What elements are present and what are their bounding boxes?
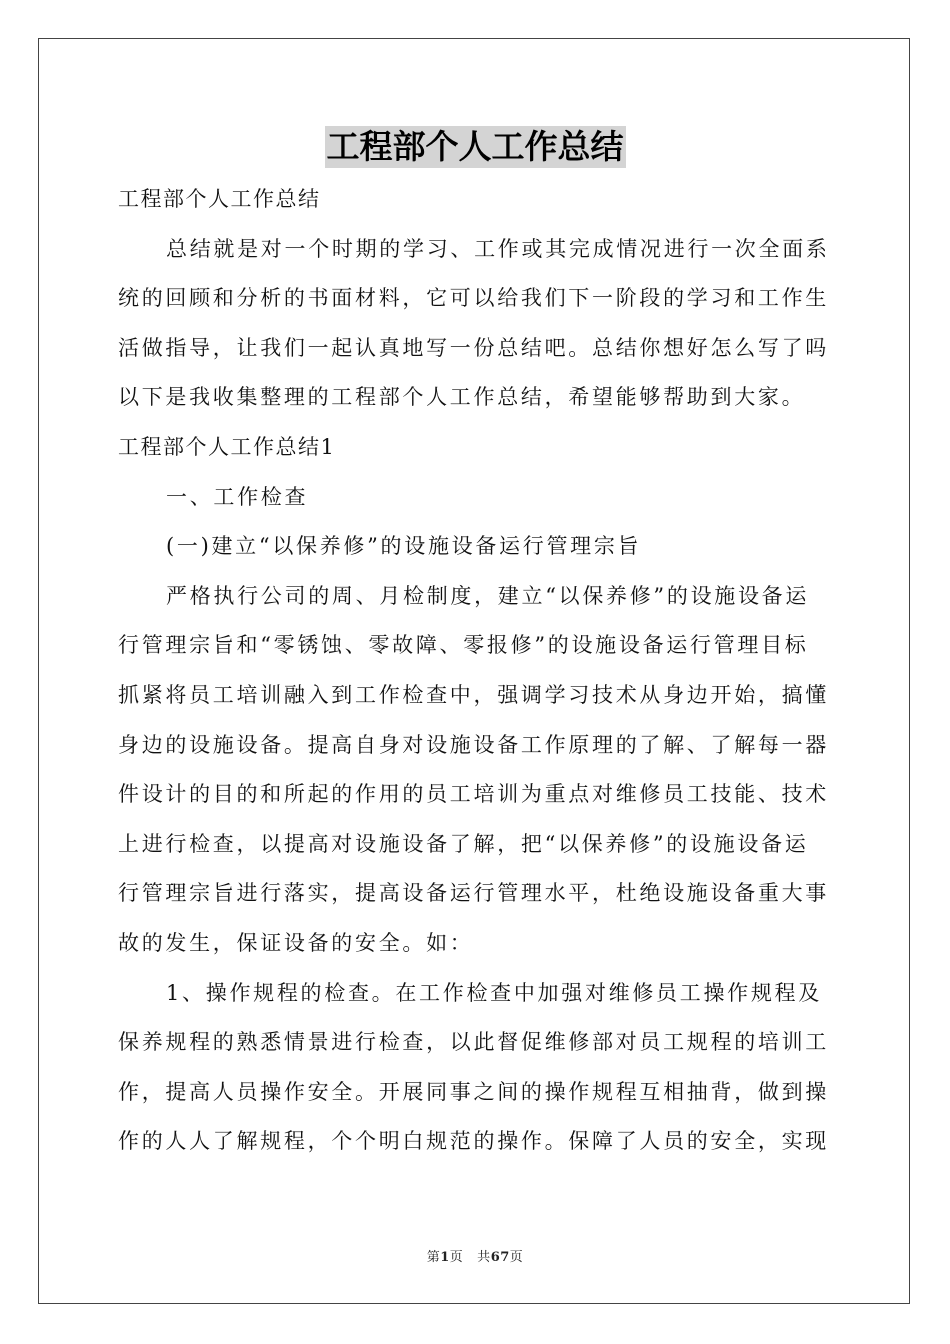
text-line: 工程部个人工作总结1 xyxy=(118,434,336,459)
text-line: 保养规程的熟悉情景进行检查，以此督促维修部对员工规程的培训工 xyxy=(118,1030,829,1055)
page-suffix: 页 xyxy=(449,1250,464,1265)
text-line: 统的回顾和分析的书面材料，它可以给我们下一阶段的学习和工作生 xyxy=(118,286,829,311)
text-line: 作的人人了解规程，个个明白规范的操作。保障了人员的安全，实现 xyxy=(118,1129,829,1154)
document-title: 工程部个人工作总结 xyxy=(326,127,624,166)
title-wrap xyxy=(0,126,950,168)
text-line: 活做指导，让我们一起认真地写一份总结吧。总结你想好怎么写了吗 xyxy=(118,335,829,360)
text-line: 件设计的目的和所起的作用的员工培训为重点对维修员工技能、技术 xyxy=(118,782,829,807)
total-prefix: 共 xyxy=(477,1250,491,1265)
page-prefix: 第 xyxy=(426,1250,441,1265)
text-line: 作，提高人员操作安全。开展同事之间的操作规程互相抽背，做到操 xyxy=(118,1079,829,1104)
document-body xyxy=(118,175,838,1167)
text-line: 故的发生，保证设备的安全。如： xyxy=(118,930,474,955)
page-footer xyxy=(0,1246,950,1265)
text-line: 行管理宗旨和“零锈蚀、零故障、零报修”的设施设备运行管理目标 xyxy=(118,633,809,658)
text-line: 严格执行公司的周、月检制度，建立“以保养修”的设施设备运 xyxy=(166,583,810,608)
text-line: 抓紧将员工培训融入到工作检查中，强调学习技术从身边开始，搞懂 xyxy=(118,682,829,707)
total-pages: 67 xyxy=(490,1250,510,1265)
text-line: 行管理宗旨进行落实，提高设备运行管理水平，杜绝设施设备重大事 xyxy=(118,881,829,906)
text-line: 总结就是对一个时期的学习、工作或其完成情况进行一次全面系 xyxy=(166,236,830,261)
text-line: 工程部个人工作总结 xyxy=(118,187,321,211)
text-line: (一)建立“以保养修”的设施设备运行管理宗旨 xyxy=(166,534,642,559)
text-line: 上进行检查，以提高对设施设备了解，把“以保养修”的设施设备运 xyxy=(118,831,809,856)
text-line: 一、工作检查 xyxy=(166,484,309,509)
page-number: 1 xyxy=(440,1250,450,1265)
total-suffix: 页 xyxy=(509,1250,524,1265)
text-line: 1、操作规程的检查。在工作检查中加强对维修员工操作规程及 xyxy=(166,980,822,1005)
text-line: 身边的设施设备。提高自身对设施设备工作原理的了解、了解每一器 xyxy=(118,732,829,757)
text-line: 以下是我收集整理的工程部个人工作总结，希望能够帮助到大家。 xyxy=(118,385,806,410)
